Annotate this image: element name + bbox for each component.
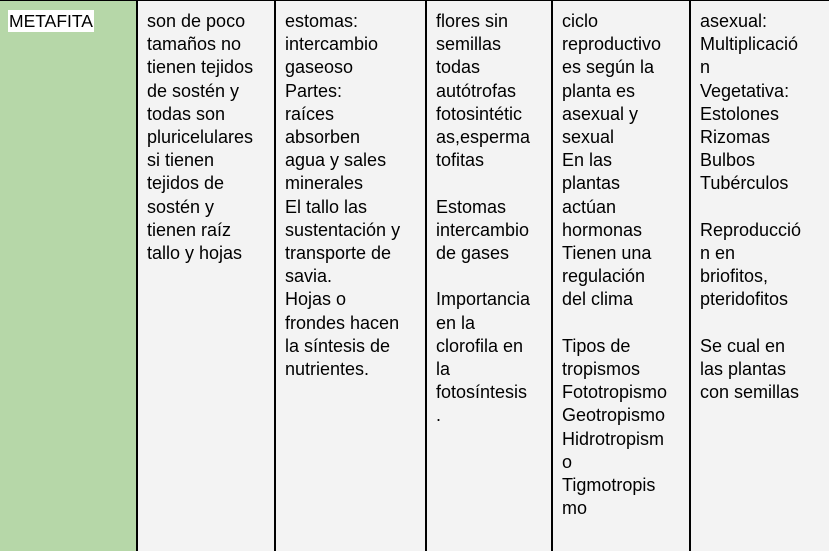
cell-text-line: si tienen <box>147 150 215 171</box>
cell-text-line: absorben <box>285 127 361 148</box>
cell-text-line: Hojas o <box>285 289 347 310</box>
cell-text-line: tienen raíz <box>147 219 232 240</box>
cell-text-line: con semillas <box>700 382 800 403</box>
cell-text-line: tienen tejidos <box>147 57 254 78</box>
cell-text-line: n en <box>700 243 736 264</box>
cell-text-line: o <box>562 451 573 472</box>
cell-text-line: regulación <box>562 266 646 287</box>
blank-line <box>436 172 551 195</box>
cell-text-line: intercambio <box>285 34 379 55</box>
cell-text-line: Tienen una <box>562 243 652 264</box>
cell-text-line: fotosíntesis <box>436 382 528 403</box>
cell-text-line: de sostén y <box>147 80 240 101</box>
blank-line <box>436 265 551 288</box>
cell-text-line: Rizomas <box>700 127 771 148</box>
cell-text-line: raíces <box>285 103 335 124</box>
cell-text-line: autótrofas <box>436 80 517 101</box>
cell-text-line: del clima <box>562 289 634 310</box>
cell-text-line: transporte de <box>285 243 392 264</box>
cell-text-line: as,esperma <box>436 127 531 148</box>
cell-text-line: en la <box>436 312 476 333</box>
cell-text-line: Partes: <box>285 80 343 101</box>
cell-text-line: Hidrotropism <box>562 428 665 449</box>
cell-text-line: todas son <box>147 103 226 124</box>
cell-text-line: frondes hacen <box>285 312 400 333</box>
cell-text-line: Estomas <box>436 196 507 217</box>
cell-text-line: la <box>436 359 451 380</box>
blank-line <box>700 312 829 335</box>
cell-asexual-reproduction <box>691 1 829 551</box>
cell-text-line: Multiplicació <box>700 34 799 55</box>
cell-text-line: asexual y <box>562 103 639 124</box>
cell-text-line: En las <box>562 150 613 171</box>
cell-text-line: ciclo <box>562 11 599 31</box>
cell-text-line: pteridofitos <box>700 289 789 310</box>
cell-text-line: flores sin <box>436 11 509 31</box>
cell-text-line: gaseoso <box>285 57 354 78</box>
cell-text-line: briofitos, <box>700 266 769 287</box>
cell-text-line: Bulbos <box>700 150 756 171</box>
cell-text-line: tallo y hojas <box>147 243 243 264</box>
cell-text-line: reproductivo <box>562 34 662 55</box>
cell-text-line: asexual: <box>700 11 768 31</box>
cell-text-line: Estolones <box>700 103 780 124</box>
cell-description <box>138 1 276 551</box>
cell-text-line: las plantas <box>700 359 787 380</box>
cell-text-line: savia. <box>285 266 333 287</box>
cell-text-line: es según la <box>562 57 655 78</box>
cell-text-line: fotosintétic <box>436 103 523 124</box>
blank-line <box>562 312 689 335</box>
cell-text-line: mo <box>562 498 588 519</box>
cell-text-line: tofitas <box>436 150 485 171</box>
cell-text-line: Se cual en <box>700 335 786 356</box>
cell-text-line: hormonas <box>562 219 643 240</box>
cell-text-line: . <box>436 405 442 426</box>
cell-text-line: El tallo las <box>285 196 368 217</box>
cell-parts <box>276 1 427 551</box>
header-cell-metafita <box>0 1 138 551</box>
cell-text-line: Tigmotropis <box>562 475 656 496</box>
cell-text-line: estomas: <box>285 11 359 31</box>
cell-text-line: minerales <box>285 173 364 194</box>
cell-text-line: nutrientes. <box>285 359 370 380</box>
cell-text-line: tamaños no <box>147 34 242 55</box>
cell-text-line: plantas <box>562 173 621 194</box>
cell-text-line: Vegetativa: <box>700 80 790 101</box>
cell-text-line: n <box>700 57 711 78</box>
cell-text-line: tejidos de <box>147 173 225 194</box>
cell-text-line: todas <box>436 57 481 78</box>
cell-text-line: sustentación y <box>285 219 401 240</box>
cell-text-line: sostén y <box>147 196 215 217</box>
cell-text-line: la síntesis de <box>285 335 391 356</box>
cell-flowers-photosynthesis <box>427 1 553 551</box>
cell-text-line: agua y sales <box>285 150 387 171</box>
cell-text-line: son de poco <box>147 11 246 31</box>
cell-text-line: clorofila en <box>436 335 524 356</box>
cell-text-line: Fototropismo <box>562 382 668 403</box>
cell-text-line: tropismos <box>562 359 641 380</box>
blank-line <box>700 196 829 219</box>
cell-text-line: semillas <box>436 34 502 55</box>
cell-text-line: Importancia <box>436 289 531 310</box>
cell-text-line: de gases <box>436 243 510 264</box>
cell-text-line: actúan <box>562 196 617 217</box>
cell-text-line: Tipos de <box>562 335 631 356</box>
cell-text-line: Reproducció <box>700 219 802 240</box>
cell-text-line: planta es <box>562 80 636 101</box>
cell-text-line: Geotropismo <box>562 405 666 426</box>
cell-text-line: intercambio <box>436 219 530 240</box>
metafita-label: METAFITA <box>9 11 93 31</box>
cell-reproductive-cycle <box>553 1 691 551</box>
cell-text-line: pluricelulares <box>147 127 254 148</box>
cell-text-line: sexual <box>562 127 615 148</box>
cell-text-line: Tubérculos <box>700 173 789 194</box>
